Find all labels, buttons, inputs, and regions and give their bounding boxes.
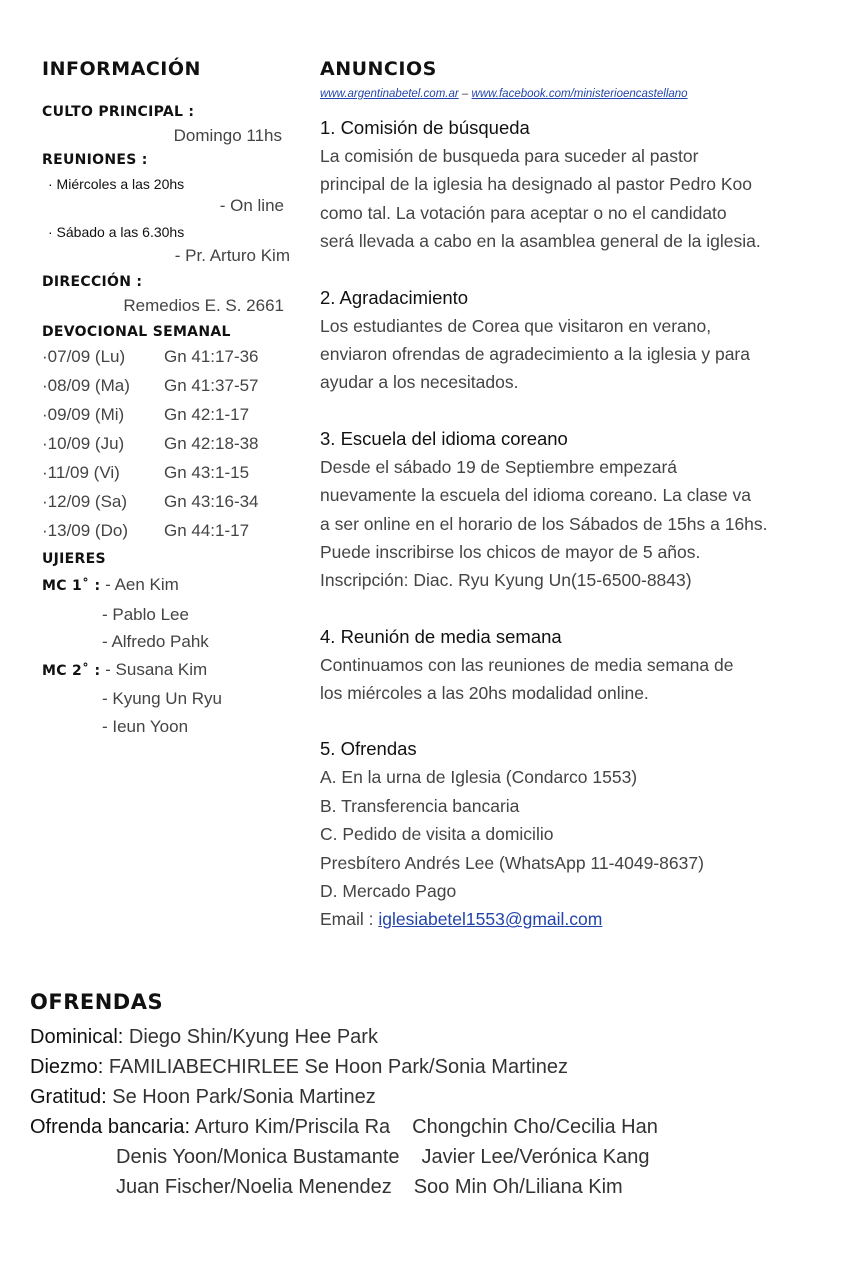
devocional-row (42, 516, 302, 545)
anuncio-line: Desde el sábado 19 de Septiembre empezará (320, 456, 678, 477)
reuniones-label: REUNIONES : (42, 152, 148, 168)
anuncio-title: 3. Escuela del idioma coreano (320, 427, 568, 449)
facebook-link[interactable]: www.facebook.com/ministerioencastellano (471, 88, 688, 100)
anuncio-line: B. Transferencia bancaria (320, 795, 520, 816)
anuncios-column (320, 58, 840, 962)
ujieres-label: UJIERES (42, 551, 106, 567)
devocional-row (42, 400, 302, 429)
anuncio-line: será llevada a cabo en la asamblea general de la iglesia. (320, 231, 761, 252)
bancaria-name: Denis Yoon/Monica Bustamante (116, 1146, 400, 1168)
bancaria-name: Juan Fischer/Noelia Menendez (116, 1176, 392, 1198)
dominical-row (30, 1022, 830, 1052)
diezmo-value: FAMILIABECHIRLEE Se Hoon Park/Sonia Martinez (103, 1056, 568, 1078)
devocional-ref: Gn 41:17-36 (164, 346, 259, 366)
bancaria-name: Arturo Kim/Priscila Ra (190, 1116, 391, 1138)
reunion-2: · Sábado a las 6.30hs (48, 224, 185, 240)
ofrendas-title: OFRENDAS (30, 990, 164, 1014)
devocional-date: ·07/09 (Lu) (42, 346, 126, 366)
devocional-date: ·08/09 (Ma) (42, 375, 130, 395)
bancaria-row (30, 1172, 830, 1202)
anuncio-line: Los estudiantes de Corea que visitaron en verano, (320, 315, 712, 336)
bancaria-label: Ofrenda bancaria: (30, 1116, 191, 1138)
mc2-name: - Ieun Yoon (102, 716, 189, 736)
anuncio-line: C. Pedido de visita a domicilio (320, 824, 554, 845)
gratitud-row (30, 1082, 830, 1112)
mc2-name: - Kyung Un Ryu (102, 689, 222, 708)
gratitud-value: Se Hoon Park/Sonia Martinez (106, 1086, 376, 1108)
reunion-2-detail: - Pr. Arturo Kim (174, 246, 290, 265)
dominical-label: Dominical: (30, 1026, 124, 1048)
devocional-row (42, 371, 302, 400)
website-link[interactable]: www.argentinabetel.com.ar (320, 88, 459, 100)
devocional-row (42, 342, 302, 371)
bancaria-name: Soo Min Oh/Liliana Kim (413, 1176, 623, 1198)
anuncio-line: Presbítero Andrés Lee (WhatsApp 11-4049-8637) (320, 852, 704, 873)
devocional-ref: Gn 44:1-17 (164, 520, 250, 540)
anuncio-line: a ser online en el horario de los Sábados de 15hs a 16hs. (320, 513, 768, 534)
anuncio-line: Puede inscribirse los chicos de mayor de 5 años. (320, 541, 701, 562)
anuncio-line: principal de la iglesia ha designado al pastor Pedro Koo (320, 174, 752, 195)
devocional-row (42, 429, 302, 458)
mc1-label: MC 1˚ : (42, 578, 101, 594)
anuncio-line: D. Mercado Pago (320, 881, 457, 902)
web-links (320, 88, 840, 100)
email-label: Email : (320, 909, 379, 930)
devocional-ref: Gn 42:1-17 (164, 404, 250, 424)
culto-label: CULTO PRINCIPAL : (42, 104, 195, 120)
anuncio-line: Continuamos con las reuniones de media semana de (320, 654, 734, 675)
anuncio-line: Inscripción: Diac. Ryu Kyung Un(15-6500-8843) (320, 570, 692, 591)
anuncio-4 (320, 623, 840, 708)
devocional-ref: Gn 43:1-15 (164, 462, 250, 482)
ujieres-list (42, 571, 302, 740)
devocional-ref: Gn 41:37-57 (164, 375, 259, 395)
devocional-ref: Gn 43:16-34 (164, 491, 259, 511)
mc2-row (42, 656, 302, 686)
gratitud-label: Gratitud: (30, 1086, 107, 1108)
devocional-date: ·11/09 (Vi) (42, 462, 120, 482)
info-column (42, 58, 302, 740)
reunion-1: · Miércoles a las 20hs (48, 176, 185, 192)
mc2-label: MC 2˚ : (42, 662, 101, 679)
anuncio-title: 1. Comisión de búsqueda (320, 117, 530, 138)
culto-value: Domingo 11hs (173, 126, 282, 145)
anuncios-title: ANUNCIOS (320, 58, 437, 80)
dominical-value: Diego Shin/Kyung Hee Park (123, 1026, 378, 1048)
mc2-name: - Susana Kim (105, 659, 208, 679)
anuncio-3 (320, 425, 840, 595)
mc1-name: - Aen Kim (105, 575, 179, 594)
devocional-date: ·13/09 (Do) (42, 520, 128, 540)
anuncio-title: 5. Ofrendas (320, 738, 417, 760)
anuncio-title: 2. Agradacimiento (320, 286, 469, 308)
devocional-date: ·09/09 (Mi) (42, 404, 125, 424)
anuncio-5 (320, 735, 840, 933)
diezmo-label: Diezmo: (30, 1056, 104, 1078)
mc1-name: - Pablo Lee (102, 604, 189, 624)
anuncio-line: La comisión de busqueda para suceder al pastor (320, 146, 699, 166)
devocional-date: ·12/09 (Sa) (42, 491, 128, 511)
email-row (320, 905, 840, 933)
devocional-list (42, 342, 302, 545)
direccion-label: DIRECCIÓN : (42, 274, 143, 290)
devocional-row (42, 458, 302, 487)
anuncio-line: enviaron ofrendas de agradecimiento a la iglesia y para (320, 343, 750, 364)
anuncio-line: nuevamente la escuela del idioma coreano. La clase va (320, 485, 751, 506)
bancaria-name: Javier Lee/Verónica Kang (421, 1146, 650, 1168)
devocional-label: DEVOCIONAL SEMANAL (42, 324, 231, 340)
devocional-row (42, 487, 302, 516)
anuncio-1 (320, 114, 840, 256)
mc1-name: - Alfredo Pahk (102, 632, 209, 651)
anuncio-line: ayudar a los necesitados. (320, 372, 519, 393)
anuncio-line: como tal. La votación para aceptar o no el candidato (320, 202, 727, 223)
bancaria-row (30, 1142, 830, 1172)
anuncio-2 (320, 284, 840, 397)
ofrendas-section (30, 990, 830, 1202)
info-title: INFORMACIÓN (42, 58, 201, 80)
devocional-ref: Gn 42:18-38 (164, 433, 259, 453)
bancaria-name: Chongchin Cho/Cecilia Han (412, 1116, 658, 1138)
bancaria-row (30, 1112, 830, 1142)
links-separator: – (458, 88, 472, 100)
direccion-value: Remedios E. S. 2661 (123, 296, 284, 315)
reunion-1-detail: - On line (219, 196, 284, 215)
devocional-date: ·10/09 (Ju) (42, 433, 125, 453)
anuncio-title: 4. Reunión de media semana (320, 625, 562, 647)
anuncio-line: los miércoles a las 20hs modalidad online. (320, 683, 649, 704)
email-link[interactable]: iglesiabetel1553@gmail.com (378, 909, 603, 930)
diezmo-row (30, 1052, 830, 1082)
mc1-row (42, 571, 302, 601)
anuncio-line: A. En la urna de Iglesia (Condarco 1553) (320, 767, 638, 788)
